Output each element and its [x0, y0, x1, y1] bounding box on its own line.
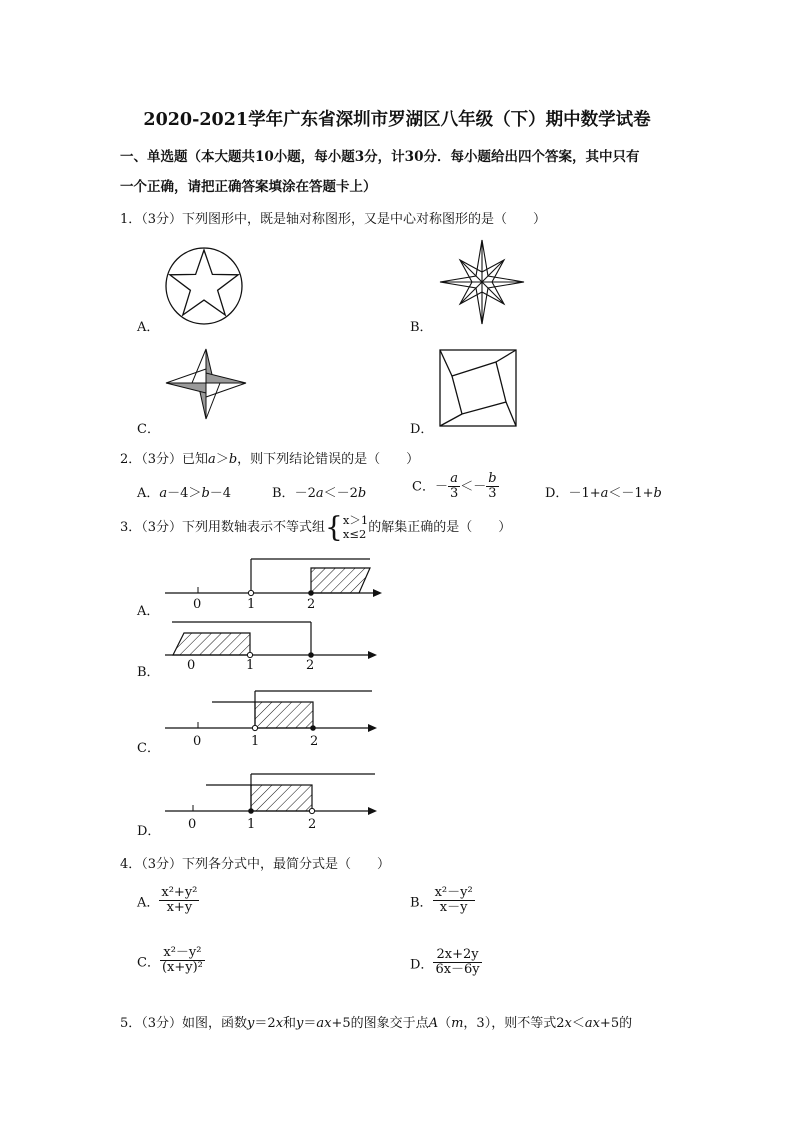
q4-option-a: [137, 886, 199, 916]
q5-var-x1: x: [275, 1016, 284, 1031]
q4-c-numerator: x²－y²: [160, 946, 205, 961]
q2-option-a: [137, 482, 231, 501]
q3-stem-text: 3．（3分）下列用数轴表示不等式组: [120, 519, 326, 535]
q3-a-tick-2: 2: [307, 597, 316, 612]
q2-c-op: ＜－: [460, 479, 487, 495]
q2-b-text2: ＜－2: [323, 486, 358, 501]
q3-a-tick-0: 0: [193, 597, 202, 612]
q2-option-c: [412, 472, 499, 502]
q4-d-denominator: 6x－6y: [435, 962, 480, 978]
q2-c-num2: b: [488, 471, 497, 486]
q3-stem: [120, 510, 512, 544]
q2-b-var2: b: [357, 486, 367, 501]
q2-a-text2: －4: [209, 486, 232, 501]
q4-option-c: [137, 946, 205, 976]
q3-ineq1: x＞1: [342, 513, 369, 527]
q4-b-numerator: x²－y²: [434, 885, 473, 900]
q3-label-c: C．: [137, 741, 160, 756]
q2-c-den1: 3: [449, 486, 459, 502]
q3-b-tick-1: 1: [246, 658, 255, 673]
q3-d-tick-2: 2: [308, 817, 317, 832]
q5-var-m: m: [451, 1016, 464, 1031]
q2-b-text1: －2: [294, 486, 316, 501]
q3-d-tick-1: 1: [247, 817, 256, 832]
q2-c-den2: 3: [488, 486, 497, 502]
q1-label-b: B．: [410, 320, 433, 335]
q4-label-d: D．: [410, 957, 434, 973]
q1-label-a: A．: [137, 320, 160, 335]
q5-text3: 和: [283, 1016, 297, 1031]
q2-label-d: D．: [545, 486, 569, 501]
section-heading-line2: 一个正确，请把正确答案填涂在答题卡上）: [120, 179, 377, 195]
q5-text4: ＝: [303, 1016, 317, 1031]
q4-b-denominator: x－y: [439, 900, 468, 916]
q2-label-a: A．: [137, 486, 160, 501]
q2-stem-number: 2．（3分）已知: [120, 452, 209, 467]
q3-c-tick-2: 2: [310, 734, 319, 749]
q2-c-num1: a: [450, 471, 458, 486]
q1-figure-c-pinwheel: [162, 343, 250, 425]
q2-a-text1: －4＞: [167, 486, 202, 501]
q4-stem: 4．（3分）下列各分式中，最简分式是（ ）: [120, 857, 391, 872]
q1-label-c: C．: [137, 422, 160, 437]
q5-text9: +5的: [599, 1016, 633, 1031]
q2-d-text2: ＜－1+: [608, 486, 654, 501]
q2-c-fraction1: [448, 472, 460, 502]
q5-text8: ＜: [571, 1016, 585, 1031]
q5-text6: （: [438, 1016, 452, 1031]
q5-var-ax2: ax: [584, 1016, 600, 1031]
q2-var-b: b: [228, 452, 238, 467]
section-heading-line1: 一、单选题（本大题共10小题，每小题3分，计30分．每小题给出四个答案，其中只有: [120, 149, 640, 165]
q3-label-a: A．: [137, 604, 160, 619]
q2-var-a: a: [208, 452, 216, 467]
q4-c-fraction: [160, 946, 205, 976]
q1-figure-d-square-pattern: [438, 348, 518, 428]
q2-label-b: B．: [272, 486, 295, 501]
q4-option-b: [410, 886, 475, 916]
q4-d-fraction: [433, 948, 481, 978]
q2-c-fraction2: [486, 472, 498, 502]
q3-c-tick-0: 0: [193, 734, 202, 749]
q2-d-var1: a: [600, 486, 609, 501]
q4-c-denominator: (x+y)²: [161, 960, 203, 976]
q3-inequality-system: [343, 513, 368, 542]
q5-var-x2: x: [564, 1016, 572, 1031]
q2-op: ＞: [215, 452, 229, 467]
q2-label-c: C．: [412, 479, 435, 495]
q3-stem-end: 的解集正确的是（ ）: [368, 519, 512, 535]
q4-label-c: C．: [137, 955, 160, 971]
q5-var-A: A: [428, 1016, 439, 1031]
q4-b-fraction: [433, 886, 475, 916]
q4-label-b: B．: [410, 895, 433, 911]
q3-label-d: D．: [137, 824, 161, 839]
q5-text7: ，3），则不等式2: [463, 1016, 565, 1031]
q5-var-y2: y: [296, 1016, 304, 1031]
q3-brace: {: [325, 510, 343, 544]
q1-figure-b-compass-star: [438, 238, 526, 326]
q1-label-d: D．: [410, 422, 434, 437]
q2-stem-rest: ，则下列结论错误的是（ ）: [237, 452, 420, 467]
q3-d-tick-0: 0: [188, 817, 197, 832]
q5-var-ax1: ax: [316, 1016, 332, 1031]
q5-stem: [120, 1012, 632, 1031]
q2-c-neg: －: [434, 479, 448, 495]
q2-option-d: [545, 482, 662, 501]
q2-d-var2: b: [653, 486, 662, 501]
q3-c-tick-1: 1: [251, 734, 260, 749]
q2-a-var2: b: [201, 486, 210, 501]
q5-text2: ＝2: [254, 1016, 276, 1031]
q3-ineq2: x≤2: [342, 527, 367, 542]
q1-stem: 1．（3分）下列图形中，既是轴对称图形，又是中心对称图形的是（ ）: [120, 212, 547, 227]
q2-option-b: [272, 482, 366, 501]
paper-title: 2020-2021学年广东省深圳市罗湖区八年级（下）期中数学试卷: [143, 110, 651, 130]
q4-d-numerator: 2x+2y: [433, 948, 481, 963]
q4-a-fraction: [159, 886, 199, 916]
q2-d-text1: －1+: [568, 486, 601, 501]
q3-a-tick-1: 1: [247, 597, 256, 612]
q4-a-numerator: x²+y²: [161, 885, 198, 900]
q4-label-a: A．: [137, 895, 160, 911]
q5-text1: 5．（3分）如图，函数: [120, 1016, 248, 1031]
q5-var-y1: y: [247, 1016, 255, 1031]
q3-b-tick-2: 2: [306, 658, 315, 673]
q2-b-var1: a: [315, 486, 324, 501]
q3-b-tick-0: 0: [187, 658, 196, 673]
q4-a-denominator: x+y: [166, 900, 193, 916]
q1-figure-a-star-in-circle: [164, 246, 244, 326]
q4-option-d: [410, 948, 482, 978]
q3-label-b: B．: [137, 665, 160, 680]
q2-stem: [120, 448, 419, 467]
q5-text5: +5的图象交于点: [331, 1016, 429, 1031]
q2-a-var1: a: [159, 486, 168, 501]
